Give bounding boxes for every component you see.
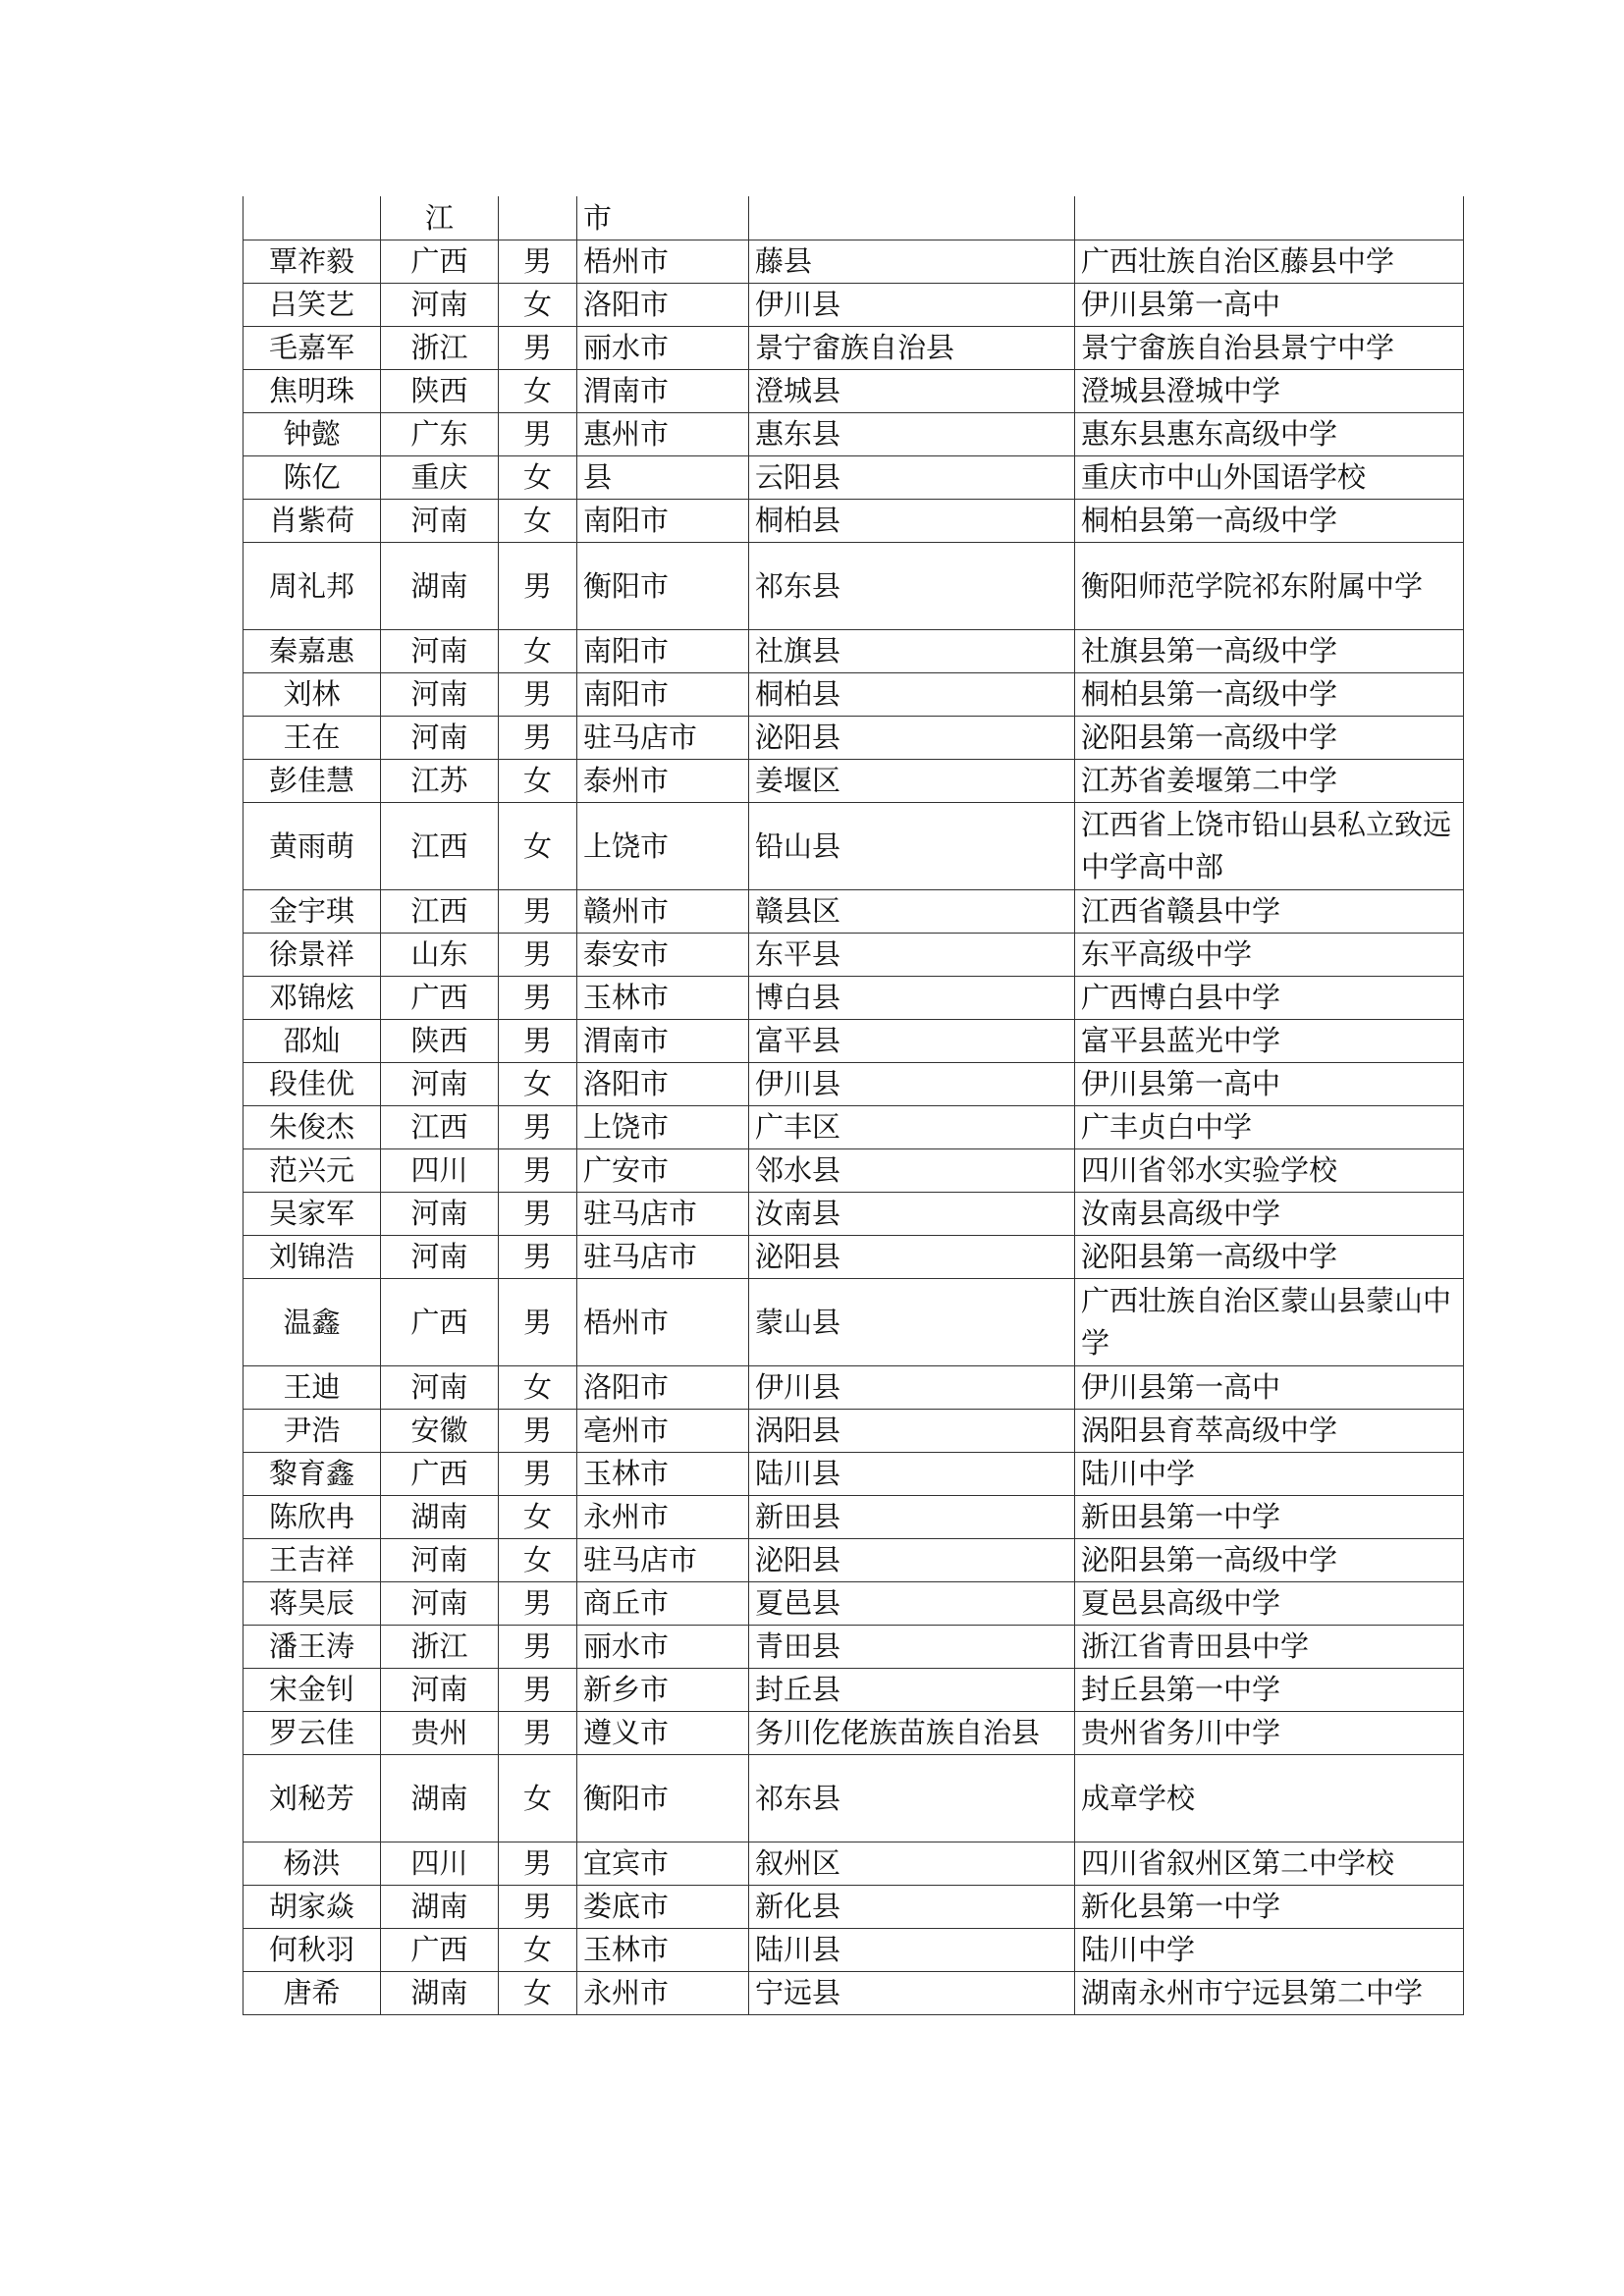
gender-cell: 男 [499, 240, 577, 284]
province-cell: 广西 [381, 1279, 499, 1366]
student-name-cell: 徐景祥 [244, 934, 381, 977]
school-cell: 湖南永州市宁远县第二中学 [1075, 1972, 1464, 2015]
gender-cell: 男 [499, 1842, 577, 1886]
table-row [244, 1886, 1464, 1929]
city-cell: 洛阳市 [577, 1366, 749, 1410]
table-row [244, 717, 1464, 760]
gender-cell: 女 [499, 1496, 577, 1539]
gender-cell: 男 [499, 1453, 577, 1496]
table-row [244, 1626, 1464, 1669]
city-cell: 新乡市 [577, 1669, 749, 1712]
city-cell: 驻马店市 [577, 1539, 749, 1582]
student-name-cell: 朱俊杰 [244, 1106, 381, 1149]
school-cell: 成章学校 [1075, 1755, 1464, 1842]
county-cell: 邻水县 [749, 1149, 1075, 1193]
gender-cell: 男 [499, 1886, 577, 1929]
city-cell: 遵义市 [577, 1712, 749, 1755]
province-cell: 河南 [381, 1193, 499, 1236]
province-cell: 河南 [381, 673, 499, 717]
school-cell: 泌阳县第一高级中学 [1075, 1236, 1464, 1279]
county-cell: 伊川县 [749, 1063, 1075, 1106]
student-name-cell: 黎育鑫 [244, 1453, 381, 1496]
student-name-cell: 钟懿 [244, 413, 381, 456]
city-cell: 丽水市 [577, 327, 749, 370]
table-row [244, 1712, 1464, 1755]
table-row [244, 760, 1464, 803]
gender-cell: 女 [499, 456, 577, 500]
gender-cell: 男 [499, 1582, 577, 1626]
province-cell: 安徽 [381, 1410, 499, 1453]
student-name-cell: 秦嘉惠 [244, 630, 381, 673]
student-name-cell: 肖紫荷 [244, 500, 381, 543]
city-cell: 南阳市 [577, 500, 749, 543]
table-row [244, 1539, 1464, 1582]
county-cell: 泌阳县 [749, 1236, 1075, 1279]
county-cell: 祁东县 [749, 543, 1075, 630]
city-cell: 上饶市 [577, 803, 749, 890]
table-row [244, 196, 1464, 240]
county-cell: 叙州区 [749, 1842, 1075, 1886]
student-name-cell: 吕笑艺 [244, 284, 381, 327]
school-cell: 广西壮族自治区藤县中学 [1075, 240, 1464, 284]
county-cell: 桐柏县 [749, 500, 1075, 543]
province-cell: 湖南 [381, 1496, 499, 1539]
county-cell: 桐柏县 [749, 673, 1075, 717]
city-cell: 娄底市 [577, 1886, 749, 1929]
province-cell: 江西 [381, 803, 499, 890]
student-table [243, 196, 1464, 2015]
province-cell: 河南 [381, 717, 499, 760]
school-cell: 新田县第一中学 [1075, 1496, 1464, 1539]
table-row [244, 1106, 1464, 1149]
city-cell: 丽水市 [577, 1626, 749, 1669]
student-name-cell: 刘锦浩 [244, 1236, 381, 1279]
county-cell: 景宁畲族自治县 [749, 327, 1075, 370]
gender-cell: 男 [499, 977, 577, 1020]
student-name-cell: 何秋羽 [244, 1929, 381, 1972]
gender-cell: 女 [499, 370, 577, 413]
table-row [244, 977, 1464, 1020]
gender-cell: 女 [499, 803, 577, 890]
gender-cell: 女 [499, 1755, 577, 1842]
table-row [244, 1279, 1464, 1366]
province-cell: 河南 [381, 1669, 499, 1712]
province-cell: 河南 [381, 1236, 499, 1279]
school-cell: 江西省赣县中学 [1075, 890, 1464, 934]
city-cell: 南阳市 [577, 630, 749, 673]
city-cell: 衡阳市 [577, 1755, 749, 1842]
city-cell: 宜宾市 [577, 1842, 749, 1886]
gender-cell: 女 [499, 1539, 577, 1582]
county-cell: 新化县 [749, 1886, 1075, 1929]
province-cell: 广西 [381, 977, 499, 1020]
school-cell: 东平高级中学 [1075, 934, 1464, 977]
school-cell: 桐柏县第一高级中学 [1075, 500, 1464, 543]
table-row [244, 630, 1464, 673]
school-cell: 夏邑县高级中学 [1075, 1582, 1464, 1626]
province-cell: 浙江 [381, 1626, 499, 1669]
county-cell: 赣县区 [749, 890, 1075, 934]
school-cell: 四川省叙州区第二中学校 [1075, 1842, 1464, 1886]
province-cell: 广西 [381, 1453, 499, 1496]
table-row [244, 934, 1464, 977]
province-cell: 河南 [381, 630, 499, 673]
student-name-cell: 刘秘芳 [244, 1755, 381, 1842]
county-cell: 封丘县 [749, 1669, 1075, 1712]
county-cell: 东平县 [749, 934, 1075, 977]
student-name-cell: 胡家焱 [244, 1886, 381, 1929]
city-cell: 惠州市 [577, 413, 749, 456]
student-name-cell: 覃祚毅 [244, 240, 381, 284]
table-row [244, 673, 1464, 717]
gender-cell: 女 [499, 1063, 577, 1106]
student-name-cell: 焦明珠 [244, 370, 381, 413]
student-name-cell [244, 196, 381, 240]
school-cell: 景宁畲族自治县景宁中学 [1075, 327, 1464, 370]
gender-cell: 男 [499, 1106, 577, 1149]
province-cell: 四川 [381, 1149, 499, 1193]
gender-cell: 男 [499, 1193, 577, 1236]
table-row [244, 413, 1464, 456]
school-cell: 陆川中学 [1075, 1929, 1464, 1972]
province-cell: 河南 [381, 1063, 499, 1106]
province-cell: 河南 [381, 1539, 499, 1582]
county-cell: 云阳县 [749, 456, 1075, 500]
county-cell: 泌阳县 [749, 1539, 1075, 1582]
school-cell: 江西省上饶市铅山县私立致远中学高中部 [1075, 803, 1464, 890]
school-cell [1075, 196, 1464, 240]
student-name-cell: 邓锦炫 [244, 977, 381, 1020]
school-cell: 衡阳师范学院祁东附属中学 [1075, 543, 1464, 630]
gender-cell: 男 [499, 1626, 577, 1669]
school-cell: 桐柏县第一高级中学 [1075, 673, 1464, 717]
province-cell: 四川 [381, 1842, 499, 1886]
city-cell: 玉林市 [577, 1929, 749, 1972]
student-name-cell: 蒋昊辰 [244, 1582, 381, 1626]
gender-cell: 女 [499, 1366, 577, 1410]
table-row [244, 240, 1464, 284]
gender-cell: 男 [499, 1279, 577, 1366]
student-name-cell: 尹浩 [244, 1410, 381, 1453]
student-name-cell: 王迪 [244, 1366, 381, 1410]
table-row [244, 1063, 1464, 1106]
county-cell: 陆川县 [749, 1929, 1075, 1972]
province-cell: 河南 [381, 284, 499, 327]
student-name-cell: 宋金钊 [244, 1669, 381, 1712]
table-row [244, 1149, 1464, 1193]
city-cell: 玉林市 [577, 1453, 749, 1496]
county-cell: 社旗县 [749, 630, 1075, 673]
county-cell: 祁东县 [749, 1755, 1075, 1842]
table-row [244, 327, 1464, 370]
city-cell: 梧州市 [577, 240, 749, 284]
county-cell [749, 196, 1075, 240]
student-name-cell: 黄雨萌 [244, 803, 381, 890]
school-cell: 泌阳县第一高级中学 [1075, 717, 1464, 760]
table-row [244, 1669, 1464, 1712]
province-cell: 江西 [381, 890, 499, 934]
student-name-cell: 邵灿 [244, 1020, 381, 1063]
county-cell: 涡阳县 [749, 1410, 1075, 1453]
city-cell: 县 [577, 456, 749, 500]
gender-cell: 男 [499, 1020, 577, 1063]
school-cell: 澄城县澄城中学 [1075, 370, 1464, 413]
school-cell: 惠东县惠东高级中学 [1075, 413, 1464, 456]
city-cell: 驻马店市 [577, 1236, 749, 1279]
school-cell: 广丰贞白中学 [1075, 1106, 1464, 1149]
table-row [244, 1193, 1464, 1236]
city-cell: 泰州市 [577, 760, 749, 803]
gender-cell: 男 [499, 673, 577, 717]
table-row [244, 1755, 1464, 1842]
gender-cell: 男 [499, 1410, 577, 1453]
city-cell: 渭南市 [577, 1020, 749, 1063]
county-cell: 青田县 [749, 1626, 1075, 1669]
school-cell: 陆川中学 [1075, 1453, 1464, 1496]
city-cell: 商丘市 [577, 1582, 749, 1626]
table-row [244, 370, 1464, 413]
province-cell: 陕西 [381, 1020, 499, 1063]
table-row [244, 500, 1464, 543]
table-row [244, 890, 1464, 934]
table-row [244, 1582, 1464, 1626]
student-name-cell: 陈亿 [244, 456, 381, 500]
city-cell: 赣州市 [577, 890, 749, 934]
student-name-cell: 彭佳慧 [244, 760, 381, 803]
school-cell: 泌阳县第一高级中学 [1075, 1539, 1464, 1582]
province-cell: 重庆 [381, 456, 499, 500]
student-name-cell: 段佳优 [244, 1063, 381, 1106]
city-cell: 洛阳市 [577, 284, 749, 327]
county-cell: 藤县 [749, 240, 1075, 284]
province-cell: 河南 [381, 1582, 499, 1626]
province-cell: 江 [381, 196, 499, 240]
school-cell: 社旗县第一高级中学 [1075, 630, 1464, 673]
table-row [244, 1496, 1464, 1539]
table-row [244, 1842, 1464, 1886]
province-cell: 贵州 [381, 1712, 499, 1755]
county-cell: 铅山县 [749, 803, 1075, 890]
city-cell: 广安市 [577, 1149, 749, 1193]
gender-cell: 男 [499, 890, 577, 934]
student-name-cell: 王吉祥 [244, 1539, 381, 1582]
student-name-cell: 唐希 [244, 1972, 381, 2015]
student-name-cell: 王在 [244, 717, 381, 760]
student-name-cell: 刘林 [244, 673, 381, 717]
student-name-cell: 范兴元 [244, 1149, 381, 1193]
county-cell: 广丰区 [749, 1106, 1075, 1149]
table-row [244, 1236, 1464, 1279]
city-cell: 永州市 [577, 1972, 749, 2015]
gender-cell: 女 [499, 284, 577, 327]
school-cell: 重庆市中山外国语学校 [1075, 456, 1464, 500]
table-row [244, 1453, 1464, 1496]
city-cell: 玉林市 [577, 977, 749, 1020]
student-name-cell: 陈欣冉 [244, 1496, 381, 1539]
city-cell: 梧州市 [577, 1279, 749, 1366]
city-cell: 上饶市 [577, 1106, 749, 1149]
province-cell: 湖南 [381, 1886, 499, 1929]
county-cell: 夏邑县 [749, 1582, 1075, 1626]
city-cell: 衡阳市 [577, 543, 749, 630]
gender-cell: 男 [499, 413, 577, 456]
county-cell: 陆川县 [749, 1453, 1075, 1496]
student-name-cell: 吴家军 [244, 1193, 381, 1236]
city-cell: 渭南市 [577, 370, 749, 413]
city-cell: 泰安市 [577, 934, 749, 977]
province-cell: 江西 [381, 1106, 499, 1149]
province-cell: 浙江 [381, 327, 499, 370]
city-cell: 驻马店市 [577, 1193, 749, 1236]
gender-cell: 男 [499, 1149, 577, 1193]
school-cell: 封丘县第一中学 [1075, 1669, 1464, 1712]
table-row [244, 1020, 1464, 1063]
school-cell: 贵州省务川中学 [1075, 1712, 1464, 1755]
student-name-cell: 毛嘉军 [244, 327, 381, 370]
county-cell: 宁远县 [749, 1972, 1075, 2015]
city-cell: 永州市 [577, 1496, 749, 1539]
table-row [244, 803, 1464, 890]
gender-cell [499, 196, 577, 240]
province-cell: 河南 [381, 500, 499, 543]
school-cell: 伊川县第一高中 [1075, 1366, 1464, 1410]
gender-cell: 女 [499, 1972, 577, 2015]
province-cell: 江苏 [381, 760, 499, 803]
gender-cell: 男 [499, 1236, 577, 1279]
school-cell: 伊川县第一高中 [1075, 1063, 1464, 1106]
gender-cell: 女 [499, 1929, 577, 1972]
student-name-cell: 潘王涛 [244, 1626, 381, 1669]
school-cell: 浙江省青田县中学 [1075, 1626, 1464, 1669]
county-cell: 伊川县 [749, 1366, 1075, 1410]
city-cell: 南阳市 [577, 673, 749, 717]
county-cell: 新田县 [749, 1496, 1075, 1539]
school-cell: 涡阳县育萃高级中学 [1075, 1410, 1464, 1453]
school-cell: 富平县蓝光中学 [1075, 1020, 1464, 1063]
table-row [244, 543, 1464, 630]
county-cell: 博白县 [749, 977, 1075, 1020]
table-body [244, 196, 1464, 2015]
student-name-cell: 金宇琪 [244, 890, 381, 934]
city-cell: 驻马店市 [577, 717, 749, 760]
table-row [244, 1410, 1464, 1453]
county-cell: 富平县 [749, 1020, 1075, 1063]
county-cell: 汝南县 [749, 1193, 1075, 1236]
city-cell: 市 [577, 196, 749, 240]
gender-cell: 男 [499, 1712, 577, 1755]
province-cell: 广东 [381, 413, 499, 456]
gender-cell: 男 [499, 1669, 577, 1712]
gender-cell: 男 [499, 543, 577, 630]
province-cell: 湖南 [381, 543, 499, 630]
province-cell: 湖南 [381, 1972, 499, 2015]
gender-cell: 男 [499, 934, 577, 977]
gender-cell: 女 [499, 500, 577, 543]
gender-cell: 男 [499, 717, 577, 760]
gender-cell: 女 [499, 760, 577, 803]
city-cell: 洛阳市 [577, 1063, 749, 1106]
province-cell: 广西 [381, 240, 499, 284]
city-cell: 亳州市 [577, 1410, 749, 1453]
county-cell: 伊川县 [749, 284, 1075, 327]
student-name-cell: 周礼邦 [244, 543, 381, 630]
county-cell: 务川仡佬族苗族自治县 [749, 1712, 1075, 1755]
county-cell: 澄城县 [749, 370, 1075, 413]
school-cell: 新化县第一中学 [1075, 1886, 1464, 1929]
student-name-cell: 温鑫 [244, 1279, 381, 1366]
province-cell: 河南 [381, 1366, 499, 1410]
school-cell: 四川省邻水实验学校 [1075, 1149, 1464, 1193]
table-row [244, 1929, 1464, 1972]
school-cell: 江苏省姜堰第二中学 [1075, 760, 1464, 803]
county-cell: 泌阳县 [749, 717, 1075, 760]
county-cell: 惠东县 [749, 413, 1075, 456]
school-cell: 汝南县高级中学 [1075, 1193, 1464, 1236]
student-name-cell: 罗云佳 [244, 1712, 381, 1755]
gender-cell: 女 [499, 630, 577, 673]
school-cell: 广西壮族自治区蒙山县蒙山中学 [1075, 1279, 1464, 1366]
province-cell: 广西 [381, 1929, 499, 1972]
table-row [244, 1972, 1464, 2015]
table-row [244, 1366, 1464, 1410]
province-cell: 陕西 [381, 370, 499, 413]
table-row [244, 284, 1464, 327]
county-cell: 蒙山县 [749, 1279, 1075, 1366]
school-cell: 广西博白县中学 [1075, 977, 1464, 1020]
table-row [244, 456, 1464, 500]
province-cell: 湖南 [381, 1755, 499, 1842]
county-cell: 姜堰区 [749, 760, 1075, 803]
province-cell: 山东 [381, 934, 499, 977]
gender-cell: 男 [499, 327, 577, 370]
school-cell: 伊川县第一高中 [1075, 284, 1464, 327]
student-name-cell: 杨洪 [244, 1842, 381, 1886]
